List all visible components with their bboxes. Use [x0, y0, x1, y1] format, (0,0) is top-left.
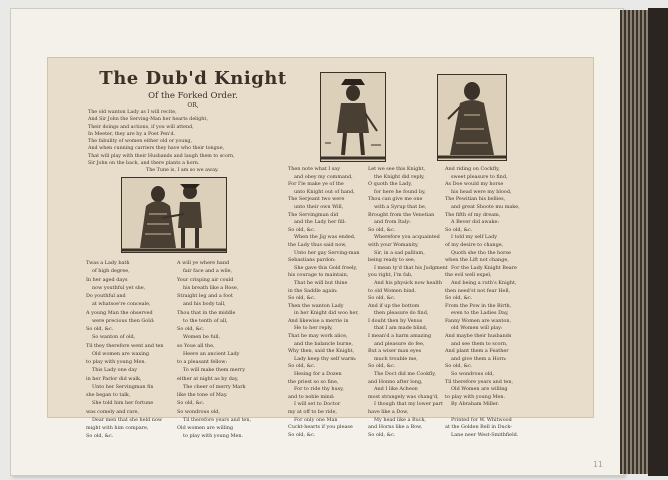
verse-line: to play with young Men. — [183, 433, 244, 440]
verse-line: For the Lady Knight Beare — [451, 264, 517, 271]
verse-line: And I like Acheon — [374, 386, 418, 393]
verse-line: Why then, said the Knight, — [288, 348, 355, 355]
verse-line: unto their own Will, — [294, 203, 344, 210]
ballad-column-2 — [177, 259, 252, 441]
verse-line: A young Man the observed — [86, 309, 153, 316]
verse-line: I will set to Doctor — [294, 401, 341, 408]
verse-line: and Horns like a Bow, — [368, 424, 423, 431]
verse-line: and the balancle burne, — [294, 340, 353, 347]
verse-line: So old, &c. — [288, 431, 316, 438]
verse-line: For only one Man — [294, 416, 338, 423]
verse-line: she began to talk, — [86, 392, 131, 398]
verse-line: either at night as by day, — [177, 375, 239, 382]
page-number: 11 — [593, 460, 603, 469]
verse-line: Unto her gay Serving-man — [294, 249, 360, 256]
verse-line: The Doct did me Cookfly, — [374, 371, 436, 378]
verse-line: That he may work alice, — [288, 333, 348, 340]
verse-line: So old, &c. — [368, 295, 396, 302]
verse-line: Thou that in the middle — [177, 309, 236, 316]
argument-line: The fabulity of women either old or young, — [88, 139, 193, 145]
verse-line: Fanny Women are wanton, — [445, 317, 512, 324]
ballad-column-1 — [86, 259, 164, 441]
verse-line: Lady keep thy self warm: — [294, 355, 357, 362]
verse-line: I told my self Lady — [451, 234, 497, 241]
verse-line: So old, &c. — [445, 226, 473, 233]
verse-line: Hesing for a Dozen — [294, 371, 342, 378]
verse-line: The cheer of merry Mark — [183, 383, 246, 390]
verse-line: and the Lady her fill: — [294, 219, 346, 226]
ballad-column-4 — [368, 166, 448, 439]
verse-line: the Knight did reply, — [374, 173, 425, 180]
ballad-or: OR, — [187, 102, 199, 109]
verse-line: And plant them a Feather — [445, 348, 509, 355]
verse-line: and pleasure do fee, — [374, 340, 425, 347]
broadside-sheet — [47, 57, 594, 440]
verse-line: And likewise a merrie in — [288, 317, 349, 324]
album-binding — [648, 8, 668, 476]
argument-line: In Meeter, they are by a Poet Pen'd. — [88, 131, 176, 137]
verse-line: and obey my command, — [294, 173, 353, 180]
verse-line: sweet pleasure to find, — [451, 173, 508, 180]
argument-line: Sir John on the back, and there plants a horn. — [88, 161, 200, 167]
verse-line: So old, &c. — [288, 363, 316, 370]
verse-line: to old Women bind. — [368, 287, 417, 294]
verse-line: So wondrous old, — [451, 371, 494, 378]
verse-line: So old, &c. — [445, 363, 473, 370]
argument-line: And Sir John the Serving-Man her hearts delight, — [88, 117, 208, 123]
verse-line: For to ride thy husy, — [294, 386, 344, 393]
verse-line: were precious then Gold: — [92, 317, 155, 324]
verse-line: in her Knight did woo her, — [294, 310, 359, 317]
verse-line: then need'st not fear Hell, — [445, 287, 511, 294]
verse-line: that I am made blind, — [374, 325, 428, 332]
verse-line: So wanton of old, — [92, 334, 136, 341]
verse-line: So old, &c. — [368, 226, 396, 233]
verse-line: being ready to see, — [368, 257, 416, 264]
verse-line: A will ye where hand — [177, 260, 230, 266]
verse-line: and give them a Horn: — [451, 355, 507, 362]
verse-line: Sebastians pardon: — [288, 257, 336, 264]
verse-line: and see them to scorn, — [451, 340, 508, 347]
ballad-column-3 — [288, 166, 370, 439]
verse-line: In her aged days — [86, 276, 128, 283]
verse-line: She gave this Gold freely, — [294, 264, 358, 271]
verse-line: So old, &c. — [368, 431, 396, 438]
verse-line: to the tenth of all, — [183, 317, 228, 324]
verse-line: Til therefore years and ten, — [183, 416, 252, 423]
verse-line: with your Womanity, — [368, 241, 419, 248]
verse-line: of high degree, — [92, 268, 130, 275]
verse-line: Do youthful and — [86, 293, 126, 299]
verse-line: So old, &c. — [445, 295, 473, 302]
verse-line: I doubt then by Venus — [368, 317, 423, 324]
verse-line: My head like a Buck, — [374, 416, 426, 423]
verse-line: his breath like a Rose, — [183, 284, 239, 291]
verse-line: A Bever did awake: — [451, 219, 500, 226]
verse-line: Wherefore you acquainted — [374, 234, 440, 241]
verse-line: The Servingman did — [288, 211, 339, 218]
verse-line: and from Italy: — [374, 219, 411, 226]
verse-line: unto Knight out of hand, — [294, 188, 355, 195]
verse-line: I mean'd a harm amazing — [368, 333, 432, 340]
verse-line: Lane neer West-Smithfield. — [451, 431, 519, 438]
verse-line: and to noble mind: — [288, 393, 335, 400]
woodcut-couple — [121, 177, 227, 253]
verse-line: the evil well expel, — [445, 272, 492, 279]
verse-line: so Youe all the, — [177, 342, 215, 349]
verse-line: to play with young Men. — [86, 359, 147, 365]
verse-line: And riding on Cockfly, — [445, 166, 500, 172]
verse-line: So old, &c. — [86, 326, 114, 332]
verse-line: The Serjeant two were — [288, 196, 345, 203]
verse-line: Unto her Servingman fin — [92, 383, 154, 390]
verse-line: his head were my blood, — [451, 188, 512, 195]
verse-line: in the Saddle again: — [288, 287, 338, 294]
verse-line: to a pleasant fellow: — [177, 359, 228, 365]
verse-line: Old Women are willing — [451, 386, 508, 393]
verse-line: He to her reply, — [294, 325, 333, 332]
verse-line: So old, &c. — [177, 400, 205, 407]
verse-line: most strangely was chang'd, — [368, 393, 439, 400]
verse-line: That he will but thine — [294, 279, 348, 286]
verse-line: his courage to maintain, — [288, 272, 349, 279]
verse-line: with a Syrup that be, — [374, 203, 427, 210]
verse-line: And if up the bottom — [368, 302, 420, 309]
verse-line: For I'le make ye of the — [288, 181, 344, 188]
verse-line: was comely and rare, — [86, 408, 140, 415]
verse-line: And his physick now health — [374, 279, 442, 286]
verse-line: and Honno after long, — [368, 378, 423, 385]
verse-line: Quoth she tho the horse — [451, 249, 511, 256]
verse-line: Straight leg and a foot — [177, 293, 233, 299]
verse-line: at whatsoe're conceale, — [92, 301, 151, 308]
verse-line: you right, I'm fab, — [368, 272, 413, 279]
verse-line: Twas a Lady bath — [86, 260, 130, 266]
verse-line: Til they therefore went and ten — [86, 342, 164, 349]
woodcut-gentleman — [320, 72, 386, 162]
verse-line: Then note what I say — [288, 166, 340, 172]
verse-line: even to the Ladies Day, — [451, 310, 509, 317]
verse-line: the Lady thus said now, — [288, 241, 347, 248]
verse-line: So wondrous old, — [177, 408, 220, 415]
verse-line: So old, &c. — [288, 226, 316, 233]
verse-line: the priest so so fine, — [288, 378, 339, 385]
verse-line: much trouble me, — [374, 355, 418, 362]
verse-line: To will make them merry — [183, 367, 245, 374]
verse-line — [445, 409, 525, 417]
verse-line: I though that my lower part — [374, 401, 443, 408]
verse-line: By Abraham Miller. — [451, 401, 500, 408]
verse-line: Your crisping air could — [177, 276, 234, 283]
verse-line: I mean ty'd that his Judgment — [374, 264, 448, 271]
verse-line: old Women will play: — [451, 325, 503, 332]
verse-line: Sir, in a sad pallium, — [374, 249, 425, 256]
ballad-title: The Dub'd Knight — [99, 68, 287, 89]
verse-line: to play with young Men. — [445, 393, 506, 400]
ballad-subtitle: Of the Forked Order. — [148, 91, 238, 101]
argument-line: The Tune is, I am so we away. — [146, 168, 219, 174]
verse-line: when the Lift not change, — [445, 257, 509, 264]
verse-line: And maybe their husbands — [445, 333, 512, 340]
verse-line: might with him compare, — [86, 425, 149, 431]
verse-line: Printed for W. Whitwood — [451, 416, 512, 423]
ballad-column-5 — [445, 166, 525, 439]
verse-line: and his body tall, — [183, 301, 226, 308]
verse-line: fair face and a wile, — [183, 268, 233, 275]
verse-line: The Pewitian his bellies, — [445, 196, 506, 203]
verse-line: my at off to be ride, — [288, 409, 337, 415]
verse-line: at the Golden Bell in Duck- — [445, 424, 512, 431]
verse-line: The fifth of my dream, — [445, 211, 501, 218]
ballad-argument — [88, 109, 303, 175]
verse-line: now youthful yet she, — [92, 284, 146, 291]
argument-line: The old wanton Lady as I will recite, — [88, 110, 177, 115]
verse-line: and great Shoote mu make, — [451, 203, 520, 210]
verse-line: have like a Dow, — [368, 409, 409, 415]
verse-line: for here he found by, — [374, 188, 426, 195]
verse-line: of my desire to change, — [445, 241, 504, 248]
woodcut-lady — [437, 74, 507, 161]
verse-line: But a wiser man eyes — [368, 348, 422, 355]
verse-line: And being a ruth's Knight, — [451, 279, 517, 286]
verse-line: Heere an ancient Lady — [183, 350, 240, 357]
verse-line: Til therefore years and ten, — [445, 378, 514, 385]
verse-line: So old, &c. — [177, 326, 205, 332]
verse-line: Dear men that she held now — [92, 416, 163, 423]
verse-line: This Lady one day — [92, 367, 138, 374]
argument-line: That will play with their Husbands and laugh them to scorn, — [88, 153, 235, 159]
verse-line: As Doe would my horse — [445, 181, 504, 188]
verse-line: Thou can give me one — [368, 196, 423, 203]
verse-line: So old, &c. — [368, 363, 396, 370]
verse-line: like the tone of May. — [177, 392, 228, 398]
verse-line: Cuckt-hearts if you please — [288, 424, 353, 431]
verse-line: Old women are waxing — [92, 350, 150, 357]
verse-line: then pleasure do find, — [374, 310, 429, 317]
verse-line: O quoth the Lady, — [368, 181, 412, 188]
verse-line: So old, &c. — [288, 295, 316, 302]
verse-line: Then the wanton Lady — [288, 302, 344, 309]
argument-line: Their doings and actions, if you will attend, — [88, 124, 194, 130]
verse-line: in her Parlor did walk, — [86, 375, 142, 382]
verse-line: From the Pow in the Birth, — [445, 302, 512, 309]
verse-line: Women be full, — [183, 334, 221, 341]
verse-line: Old women are willing — [177, 425, 234, 431]
verse-line: When the Jig was ended, — [294, 234, 356, 241]
verse-line: Brought from the Venetian — [368, 211, 435, 218]
verse-line: So old, &c. — [86, 433, 114, 440]
verse-line: She told him her fortune — [92, 400, 154, 407]
argument-line: And when cunning carriers they have who their tongue, — [88, 146, 225, 152]
verse-line: Let we see this Knight, — [368, 166, 426, 172]
